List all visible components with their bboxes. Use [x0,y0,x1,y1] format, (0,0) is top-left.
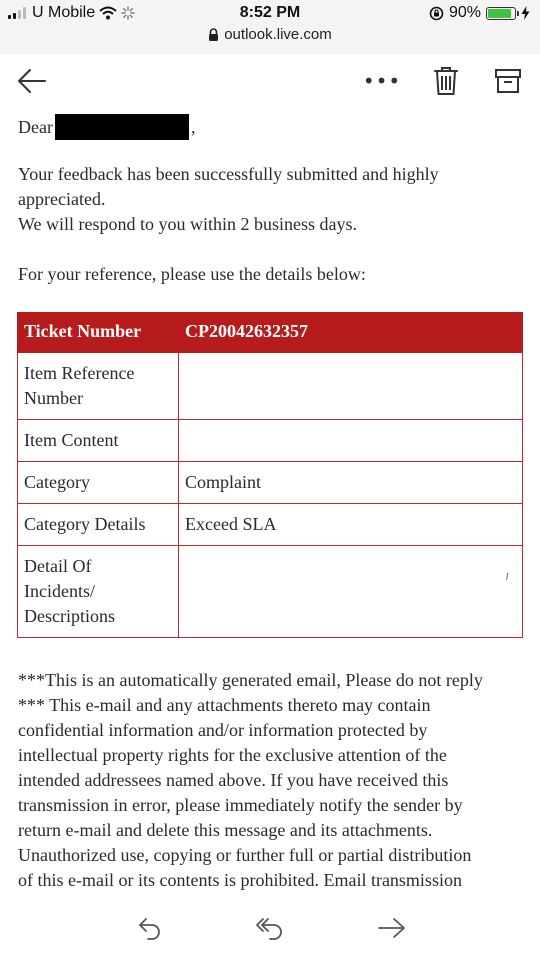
disclaimer-line: intellectual property rights for the exclusive attention of the [18,745,447,765]
category-value: Complaint [179,462,523,504]
category-label [18,462,179,504]
battery-fill [488,9,511,18]
reply-icon [137,915,163,941]
forward-icon [377,915,407,941]
label-line: Category Details [24,514,146,534]
label-line: Descriptions [24,606,115,626]
text-cursor-icon: 𝚤 [505,569,508,584]
disclaimer-line: intended addressees named above. If you have received this [18,770,449,790]
incident-description-label [18,546,179,638]
lock-icon [208,28,219,41]
url-text: outlook.live.com [224,26,332,43]
table-row [18,462,523,504]
battery-icon [486,7,516,20]
category-details-label [18,504,179,546]
label-line: Detail Of [24,556,92,576]
greeting-text: Dear [18,116,53,137]
disclaimer-line: ***This is an automatically generated email, Please do not reply [18,670,483,690]
carrier-name: U Mobile [32,4,96,21]
forward-button[interactable] [370,906,414,950]
table-row [18,546,523,638]
label-line: Item Content [24,430,119,450]
incident-description-value [179,546,523,638]
label-line: Number [24,388,83,408]
reply-all-button[interactable] [248,906,292,950]
more-options-button[interactable] [364,54,400,108]
disclaimer-line: of this e-mail or its contents is prohibited. Email transmission [18,870,462,890]
delete-button[interactable] [426,54,466,108]
table-row [18,353,523,420]
back-button[interactable] [10,54,54,108]
reference-line: For your reference, please use the details below: [18,264,366,284]
trash-icon [434,66,458,96]
disclaimer-line: return e-mail and delete this message and its attachments. [18,820,433,840]
disclaimer-line: *** This e-mail and any attachments thereto may contain [18,695,431,715]
redacted-recipient-name [55,114,189,140]
clock: 8:52 PM [239,4,301,21]
orientation-lock-icon [429,6,444,21]
paragraph-line: appreciated. [18,189,106,209]
email-toolbar [0,54,540,108]
reply-all-icon [255,915,285,941]
greeting-comma: , [190,116,196,137]
address-bar[interactable] [0,26,540,43]
confirmation-paragraph [18,162,528,237]
table-row [18,504,523,546]
item-content-value [179,420,523,462]
disclaimer-line: Unauthorized use, copying or further full or partial distribution [18,845,472,865]
category-details-value: Exceed SLA [179,504,523,546]
right-status [429,4,530,22]
ticket-number-value: CP20042632357 [179,313,523,353]
disclaimer-line: transmission in error, please immediately notify the sender by [18,795,463,815]
greeting-line [18,114,528,140]
message-actions-bar [0,896,540,960]
ticket-number-label: Ticket Number [18,313,179,353]
reply-button[interactable] [128,906,172,950]
table-row [18,420,523,462]
paragraph-line: Your feedback has been successfully submitted and highly [18,164,439,184]
label-line: Category [24,472,90,492]
ticket-number-row [18,313,523,353]
ticket-details-table [17,312,523,638]
battery-percent: 90% [448,4,481,21]
item-reference-value [179,353,523,420]
disclaimer-text [18,668,526,890]
charging-bolt-icon [521,6,530,20]
archive-icon [494,68,522,94]
label-line: Item Reference [24,363,135,383]
arrow-left-icon [17,68,47,94]
more-options-icon: ••• [362,69,402,93]
paragraph-line: We will respond to you within 2 business days. [18,214,358,234]
item-content-label [18,420,179,462]
label-line: Incidents/ [24,581,95,601]
status-bar [0,0,540,54]
disclaimer-line: confidential information and/or information protected by [18,720,428,740]
item-reference-label [18,353,179,420]
archive-button[interactable] [488,54,528,108]
